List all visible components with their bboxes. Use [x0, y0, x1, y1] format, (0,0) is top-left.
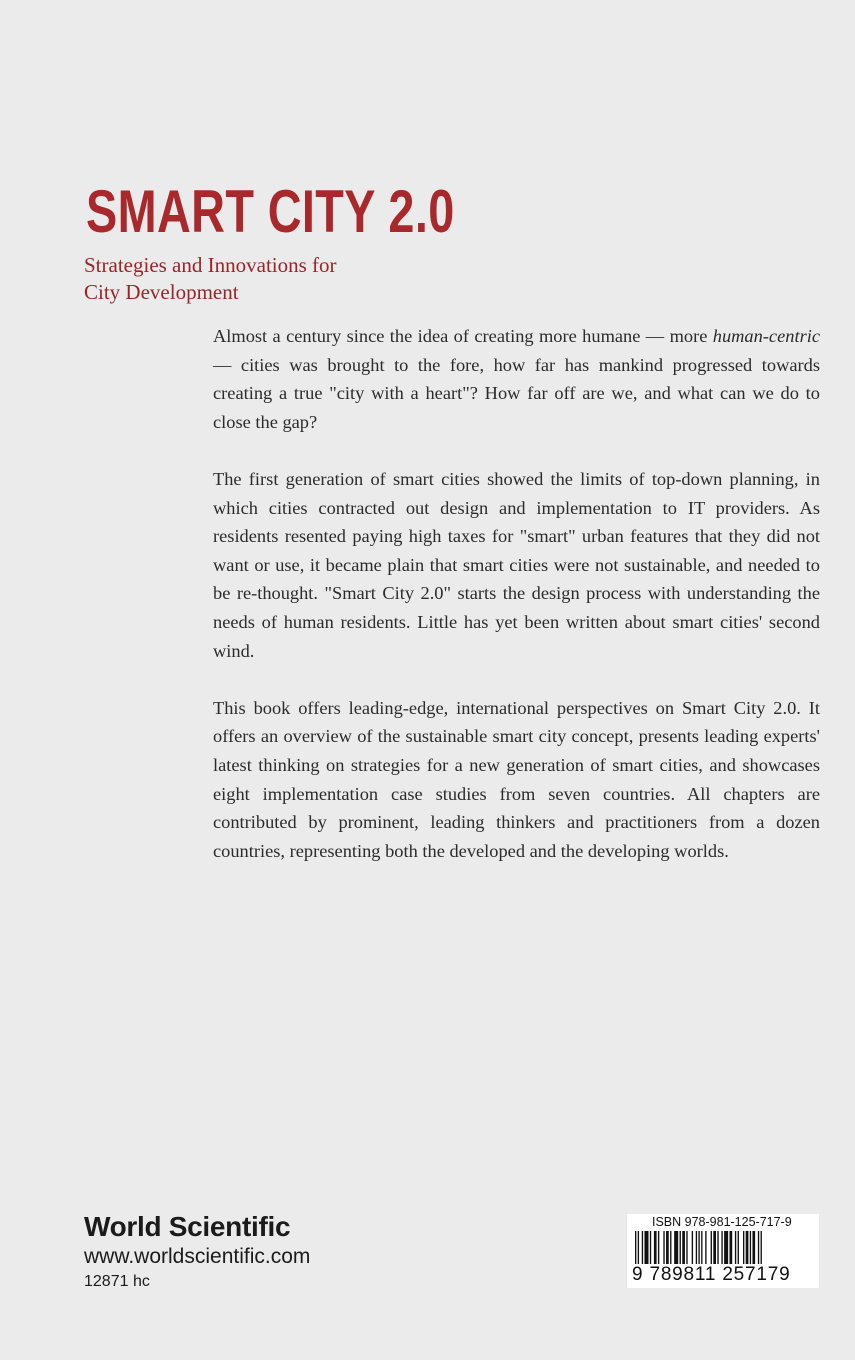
back-cover-blurb: [213, 322, 820, 894]
subtitle-line-2: City Development: [84, 280, 239, 304]
isbn-barcode: [627, 1214, 819, 1288]
publisher-block: [84, 1210, 310, 1294]
blurb-paragraph-1: Almost a century since the idea of creating more humane — more human-centric — cities was brought to the fore, how far has mankind progressed towards creating a true "city with a heart"? How far off are we, and what can we do to close the gap?: [213, 326, 820, 432]
blurb-paragraph-3: This book offers leading-edge, international perspectives on Smart City 2.0. It offers an overview of the sustainable smart city concept, presents leading experts' latest thinking on strategies for a new generation of smart cities, and showcases eight implementation case studies from seven countries. All chapters are contributed by prominent, leading thinkers and practitioners from a dozen countries, representing both the developed and the developing worlds.: [213, 697, 820, 861]
product-code: 12871 hc: [84, 1273, 150, 1290]
publisher-name: World Scientific: [84, 1211, 291, 1242]
book-subtitle: [84, 252, 404, 306]
barcode-digits: 9 789811 257179: [632, 1264, 791, 1285]
blurb-paragraph-2: The first generation of smart cities showed the limits of top-down planning, in which cities contracted out design and implementation to IT providers. As residents resented paying high taxes for "smart" urban features that they did not want or use, it became plain that smart cities were not sustainable, and needed to be re-thought. "Smart City 2.0" starts the design process with understanding the needs of human residents. Little has yet been written about smart cities' second wind.: [213, 468, 820, 661]
isbn-label: ISBN 978-981-125-717-9: [652, 1215, 792, 1229]
book-title: SMART CITY 2.0: [86, 178, 455, 245]
publisher-url[interactable]: www.worldscientific.com: [84, 1245, 311, 1268]
emphasis-human-centric: human-centric: [712, 326, 820, 346]
subtitle-line-1: Strategies and Innovations for: [84, 253, 337, 277]
